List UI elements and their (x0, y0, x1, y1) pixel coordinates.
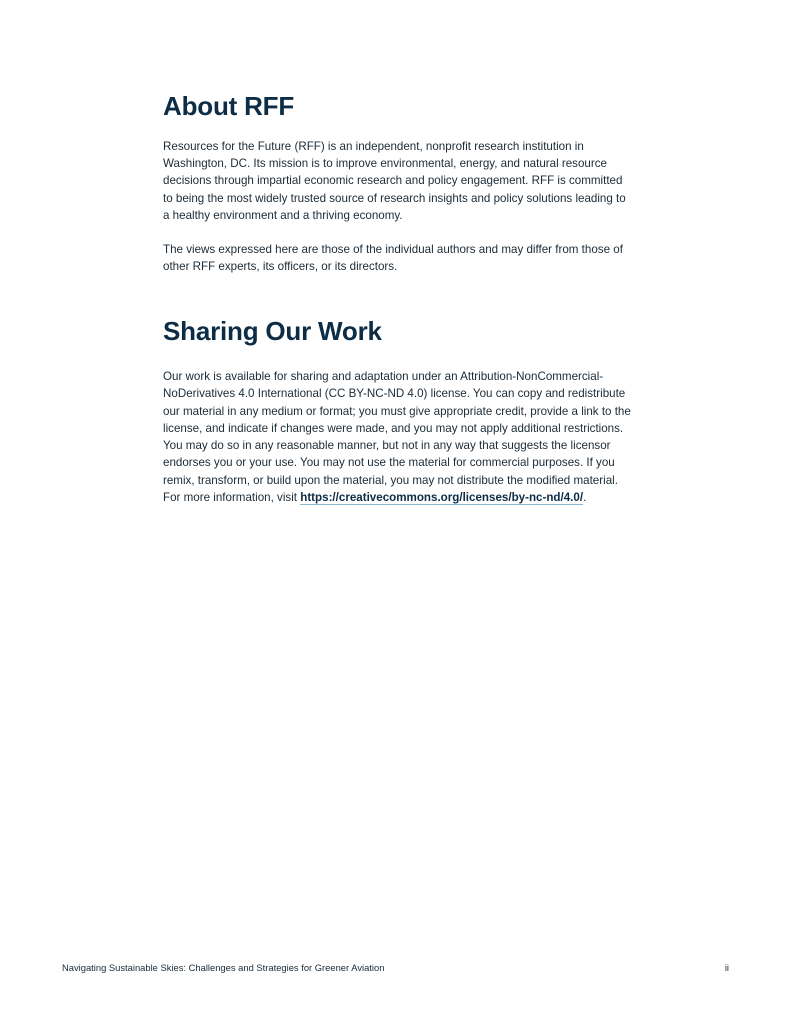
footer-document-title: Navigating Sustainable Skies: Challenges and Strategies for Greener Aviation (62, 962, 385, 973)
sharing-paragraph-trailing: . (583, 491, 587, 505)
sharing-heading: Sharing Our Work (163, 316, 382, 346)
footer-page-number: ii (724, 962, 729, 973)
sharing-section (163, 315, 633, 506)
sharing-paragraph-text: Our work is available for sharing and adaptation under an Attribution-NonCommercial-NoDerivatives 4.0 International (CC BY-NC-ND 4.0) license. You can copy and redistribute our material in any medium or format; you must give appropriate credit, provide a link to the license, and indicate if changes were made, and you may not apply additional restrictions. You may do so in any reasonable manner, but not in any way that suggests the licensor endorses you or your use. You may not use the material for commercial purposes. If you remix, transform, or build upon the material, you may not distribute the modified material. For more information, visit (163, 370, 631, 505)
about-heading: About RFF (163, 91, 295, 121)
about-paragraph-2: The views expressed here are those of the individual authors and may differ from those of other RFF experts, its officers, or its directors. (163, 243, 623, 274)
sharing-paragraph (163, 368, 633, 506)
license-link[interactable]: https://creativecommons.org/licenses/by-nc-nd/4.0/ (300, 491, 584, 505)
about-paragraph-1: Resources for the Future (RFF) is an independent, nonprofit research institution in Washington, DC. Its mission is to improve environmental, energy, and natural resource decisions through impartial economic research and policy engagement. RFF is committed to being the most widely trusted source of research insights and policy solutions leading to a healthy environment and a thriving economy. (163, 140, 626, 222)
about-section (163, 90, 633, 275)
